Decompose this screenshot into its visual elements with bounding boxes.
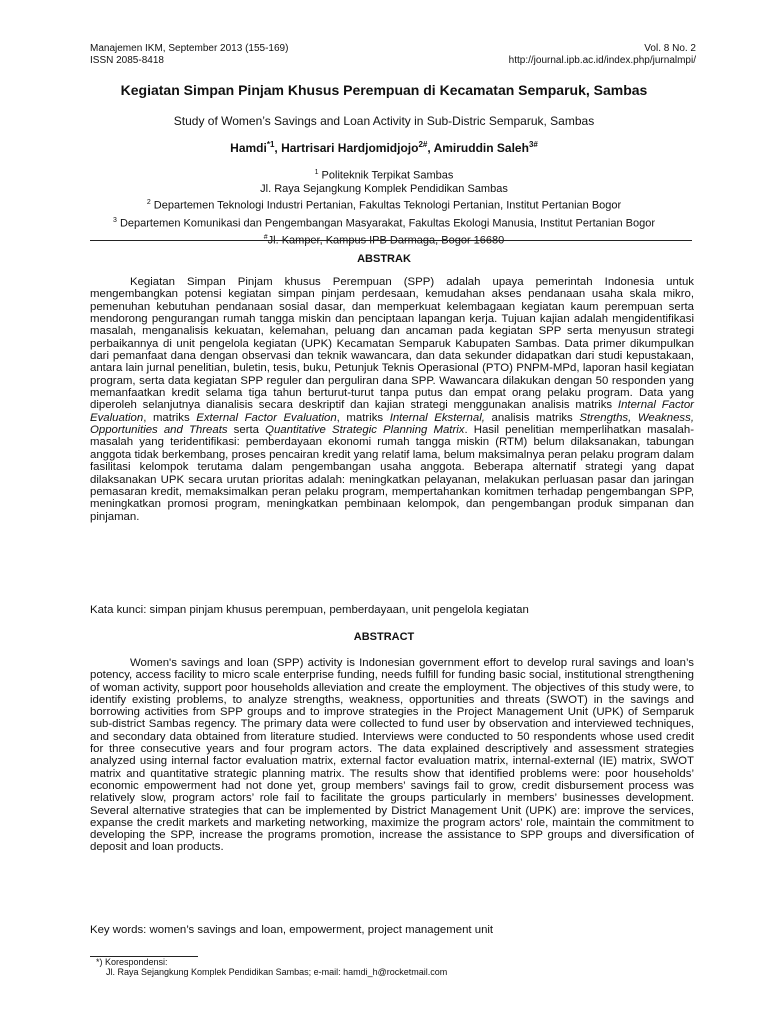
abstrak-heading: ABSTRAK — [357, 253, 411, 265]
abstract-body: Women's savings and loan (SPP) activity is Indonesian government effort to develop rural savings and loan’s potency, access facility to micro scale enterprise funding, needs fulfill for funding basic social, institutional strengthening of woman activity, support poor households alleviation and create the employment. The objectives of this study were, to identify existing problems, to analyze strengths, weakness, opportunities and threats (SWOT) in the savings and borrowing activities from SPP groups and to improve strategies in the Project Management Unit (UPK) of Semparuk sub-district Sambas regency. The primary data were collected to fund user by observation and interviewed techniques, and secondary data obtained from literature studied. Interviews were conducted to 50 respondents whose used credit for three consecutive years and four program actors. The data explained descriptively and assessment strategies analyzed using internal factor evaluation matrix, external factor evaluation matrix, internal-external (IE) matrix, SWOT matrix and quantitative strategic planning matrix. The results show that identified problems were: poor households’ economic empowerment had not done yet, group members’ savings fail to grow, credit disbursement process was relatively slow, program actors’ role fail to facilitate the groups particularly in members’ businesses development. Several alternative strategies that can be implemented by District Management Unit (UPK) are: improve the services, expanse the credit markets and marketing networking, maximize the program actors’ role, maintain the commitment to developing the SPP, increase the programs promotion, increase the assistance to SPP groups and diversification of deposit and loan products. — [90, 657, 694, 854]
author-mark: 3# — [528, 140, 538, 149]
paper-title: Kegiatan Simpan Pinjam Khusus Perempuan di Kecamatan Semparuk, Sambas — [120, 82, 648, 98]
paper-subtitle: Study of Women’s Savings and Loan Activity in Sub-Distric Semparuk, Sambas — [173, 114, 595, 128]
footnote-label: *) Korespondensi: — [96, 957, 168, 967]
key-words: Key words: women’s savings and loan, empowerment, project management unit — [90, 924, 494, 936]
journal-url: http://journal.ipb.ac.id/index.php/jurnalmpi/ — [508, 55, 696, 66]
affiliation-line: Jl. Raya Sejangkung Komplek Pendidikan Sambas — [260, 183, 508, 196]
footnote-address: Jl. Raya Sejangkung Komplek Pendidikan Sambas; e-mail: hamdi_h@rocketmail.com — [106, 967, 448, 977]
journal-citation: Manajemen IKM, September 2013 (155-169) — [90, 43, 289, 54]
header-divider — [90, 240, 692, 241]
affiliation-line: $^2$ Departemen Teknologi Industri Pertanian, Fakultas Teknologi Pertanian, Institut Pertanian Bogor — [146, 199, 622, 213]
running-header-left — [90, 43, 288, 67]
author-name: Hartrisari Hardjomidjojo — [281, 141, 419, 155]
affiliation-line: $^1$ Politeknik Terpikat Sambas — [314, 169, 454, 182]
author-mark: 2# — [418, 140, 428, 149]
kata-kunci: Kata kunci: simpan pinjam khusus perempuan, pemberdayaan, unit pengelola kegiatan — [90, 604, 529, 616]
abstrak-body: Kegiatan Simpan Pinjam khusus Perempuan (SPP) adalah upaya pemerintah Indonesia untuk mengembangkan potensi kegiatan simpan pinjam perdesaan, kemudahan akses pendanaan usaha skala mikro, pemenuhan kebutuhan pendanaan sosial dasar, dan memperkuat kelembagaan kegiatan kaum perempuan serta mendorong pengurangan rumah tangga miskin dan penciptaan lapangan kerja. Tujuan kajian adalah mengidentifikasi masalah, menganalisis kekuatan, kelemahan, peluang dan ancaman pada kegiatan SPP serta menyusun strategi perbaikannya di unit pengelola kegiatan (UPK) Kecamatan Semparuk Kabupaten Sambas. Data primer dikumpulkan dari pemanfaat dana dengan observasi dan teknik wawancara, dan data sekunder didapatkan dari studi kepustakaan, antara lain jurnal penelitian, buletin, tesis, buku, Petunjuk Teknis Operasional (PTO) PNPM-MPd, laporan hasil kegiatan program, serta data kegiatan SPP reguler dan perguliran dana SPP. Wawancara dilakukan dengan 50 responden yang memanfaatkan kredit selama tiga tahun berturut-turut tanpa putus dan empat orang pelaku program. Data yang diperoleh selanjutnya dianalisis secara deskriptif dan kajian strategi menggunakan analisis matriks Internal Factor Evaluation, matriks External Factor Evaluation, matriks Internal Eksternal, analisis matriks Strengths, Weakness, Opportunities and Threats serta Quantitative Strategic Planning Matrix. Hasil penelitian memperlihatkan masalah-masalah yang teridentifikasi: pemberdayaan ekonomi rumah tangga miskin (RTM) belum dilaksanakan, tabungan anggota tidak berkembang, proses pencairan kredit yang relatif lama, belum maksimalnya peran pelaku program dalam fasilitasi kelompok terutama dalam pengembangan usaha anggota. Beberapa alternatif strategi yang dapat dilaksanakan UPK secara urutan prioritas adalah: meningkatkan pelayanan, melakukan perluasan pasar dan jaringan pemasaran kredit, memaksimalkan peran pelaku program, mempertahankan komitmen terhadap pengembangan SPP, meningkatkan promosi program, meningkatkan pembinaan kelompok, dan pengembangan produk simpanan dan pinjaman. — [90, 276, 695, 523]
affiliation-line: $^3$ Departemen Komunikasi dan Pengembangan Masyarakat, Fakultas Ekologi Manusia, Institut Pertanian Bogor — [113, 216, 655, 230]
affiliations — [0, 166, 768, 248]
abstract-heading: ABSTRACT — [353, 631, 415, 643]
affiliation-line: #Jl. Kamper, Kampus IPB Darmaga, Bogor 16680 — [263, 233, 505, 247]
author-name: Amiruddin Saleh — [433, 141, 529, 155]
volume-issue: Vol. 8 No. 2 — [644, 43, 696, 54]
running-header-right — [509, 43, 696, 67]
author-name: Hamdi — [230, 141, 267, 155]
author-list: Hamdi$^{*1}$, Hartrisari Hardjomidjojo$^{2\#}$, Amiruddin Saleh$^{3\#}$ — [230, 140, 538, 155]
issn: ISSN 2085-8418 — [90, 55, 164, 66]
author-mark: *1 — [266, 140, 275, 149]
